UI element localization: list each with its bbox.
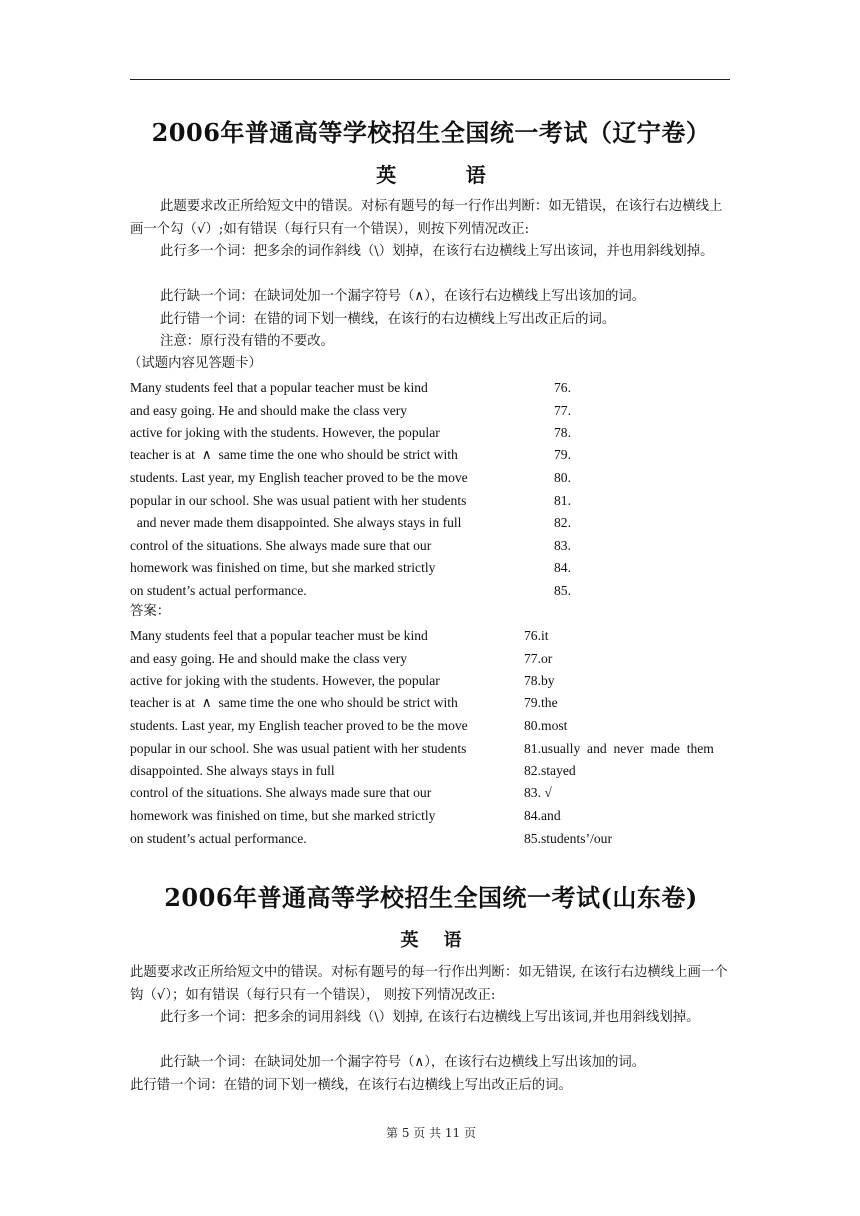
passage-text: and never made them disappointed. She always stays in full: [130, 515, 462, 530]
shandong-title: 2006年普通高等学校招生全国统一考试(山东卷): [164, 883, 698, 912]
answer-passage-text: on student’s actual performance.: [130, 831, 307, 846]
passage-text: teacher is at ∧ same time the one who should be strict with: [130, 447, 458, 462]
shandong-instruction: 此行错一个词：在错的词下划一横线，在该行右边横线上写出改正后的词。: [130, 1078, 572, 1093]
answer-line: [130, 715, 732, 738]
answer-passage-text: Many students feel that a popular teacher must be kind: [130, 628, 428, 643]
passage-text: on student’s actual performance.: [130, 583, 307, 598]
answer-line: [130, 738, 732, 761]
liaoning-subject: 英 语: [376, 163, 486, 187]
answer-correction: 80.most: [524, 718, 568, 733]
liaoning-note: （试题内容见答题卡）: [128, 356, 262, 371]
line-number: 76.: [554, 380, 571, 395]
liaoning-instruction: 此行多一个词：把多余的词作斜线（\）划掉，在该行右边横线上写出该词，并也用斜线划掉。: [160, 244, 714, 259]
passage-text: Many students feel that a popular teacher must be kind: [130, 380, 428, 395]
passage-line: [130, 422, 732, 445]
answer-label: 答案：: [130, 604, 171, 619]
line-number: 81.: [554, 493, 571, 508]
answer-passage-text: teacher is at ∧ same time the one who should be strict with: [130, 695, 458, 710]
answer-correction: 79.the: [524, 695, 558, 710]
passage-text: active for joking with the students. However, the popular: [130, 425, 440, 440]
passage-text: students. Last year, my English teacher proved to be the move: [130, 470, 468, 485]
answer-line: [130, 805, 732, 828]
answer-passage-text: active for joking with the students. However, the popular: [130, 673, 440, 688]
passage-line: [130, 400, 732, 423]
passage-text: homework was finished on time, but she marked strictly: [130, 560, 436, 575]
liaoning-instruction: 此行缺一个词：在缺词处加一个漏字符号（∧），在该行右边横线上写出该加的词。: [160, 289, 646, 304]
liaoning-instruction: 此题要求改正所给短文中的错误。对标有题号的每一行作出判断：如无错误，在该行右边横线上画一个勾（√）;如有错误（每行只有一个错误），则按下列情况改正:: [130, 199, 723, 237]
answer-line: [130, 782, 732, 805]
shandong-instruction: 此题要求改正所给短文中的错误。对标有题号的每一行作出判断：如无错误, 在该行右边横线上画一个钩（√）；如有错误（每行只有一个错误）， 则按下列情况改正:: [130, 965, 728, 1003]
passage-line: [130, 467, 732, 490]
shandong-instruction: 此行多一个词：把多余的词用斜线（\）划掉, 在该行右边横线上写出该词,并也用斜线划掉。: [160, 1010, 700, 1025]
passage-line: [130, 557, 732, 580]
answer-correction: 85.students’/our: [524, 831, 612, 846]
line-number: 77.: [554, 403, 571, 418]
answer-passage-text: popular in our school. She was usual patient with her students: [130, 741, 467, 756]
answer-correction: 83. √: [524, 785, 552, 800]
answer-passage-text: disappointed. She always stays in full: [130, 763, 335, 778]
answer-line: [130, 760, 732, 783]
answer-passage-text: students. Last year, my English teacher proved to be the move: [130, 718, 468, 733]
answer-correction: 76.it: [524, 628, 549, 643]
passage-line: [130, 377, 732, 400]
passage-line: [130, 444, 732, 467]
passage-text: popular in our school. She was usual patient with her students: [130, 493, 467, 508]
answer-line: [130, 828, 732, 851]
line-number: 84.: [554, 560, 571, 575]
answer-correction: 82.stayed: [524, 763, 576, 778]
liaoning-instruction: 此行错一个词：在错的词下划一横线，在该行的右边横线上写出改正后的词。: [160, 312, 616, 327]
answer-passage-text: and easy going. He and should make the class very: [130, 651, 408, 666]
answer-passage-text: homework was finished on time, but she marked strictly: [130, 808, 436, 823]
passage-line: [130, 490, 732, 513]
line-number: 80.: [554, 470, 571, 485]
liaoning-instruction: 注意：原行没有错的不要改。: [160, 334, 335, 349]
shandong-instruction: 此行缺一个词：在缺词处加一个漏字符号（∧），在该行右边横线上写出该加的词。: [160, 1055, 646, 1070]
answer-correction: 84.and: [524, 808, 561, 823]
page-footer: 第 5 页 共 11 页: [386, 1126, 476, 1140]
answer-correction: 81.usually and never made them: [524, 741, 714, 756]
line-number: 83.: [554, 538, 571, 553]
passage-text: and easy going. He and should make the class very: [130, 403, 408, 418]
passage-text: control of the situations. She always made sure that our: [130, 538, 432, 553]
line-number: 85.: [554, 583, 571, 598]
passage-line: [130, 535, 732, 558]
answer-line: [130, 625, 732, 648]
answer-correction: 77.or: [524, 651, 553, 666]
answer-line: [130, 692, 732, 715]
header-rule: [130, 79, 730, 80]
answer-passage-text: control of the situations. She always made sure that our: [130, 785, 432, 800]
answer-line: [130, 648, 732, 671]
shandong-subject: 英 语: [400, 930, 462, 951]
line-number: 82.: [554, 515, 571, 530]
answer-line: [130, 670, 732, 693]
line-number: 78.: [554, 425, 571, 440]
answer-correction: 78.by: [524, 673, 555, 688]
liaoning-title: 2006年普通高等学校招生全国统一考试（辽宁卷）: [151, 118, 711, 147]
passage-line: [130, 512, 732, 535]
passage-line: [130, 580, 732, 603]
line-number: 79.: [554, 447, 571, 462]
